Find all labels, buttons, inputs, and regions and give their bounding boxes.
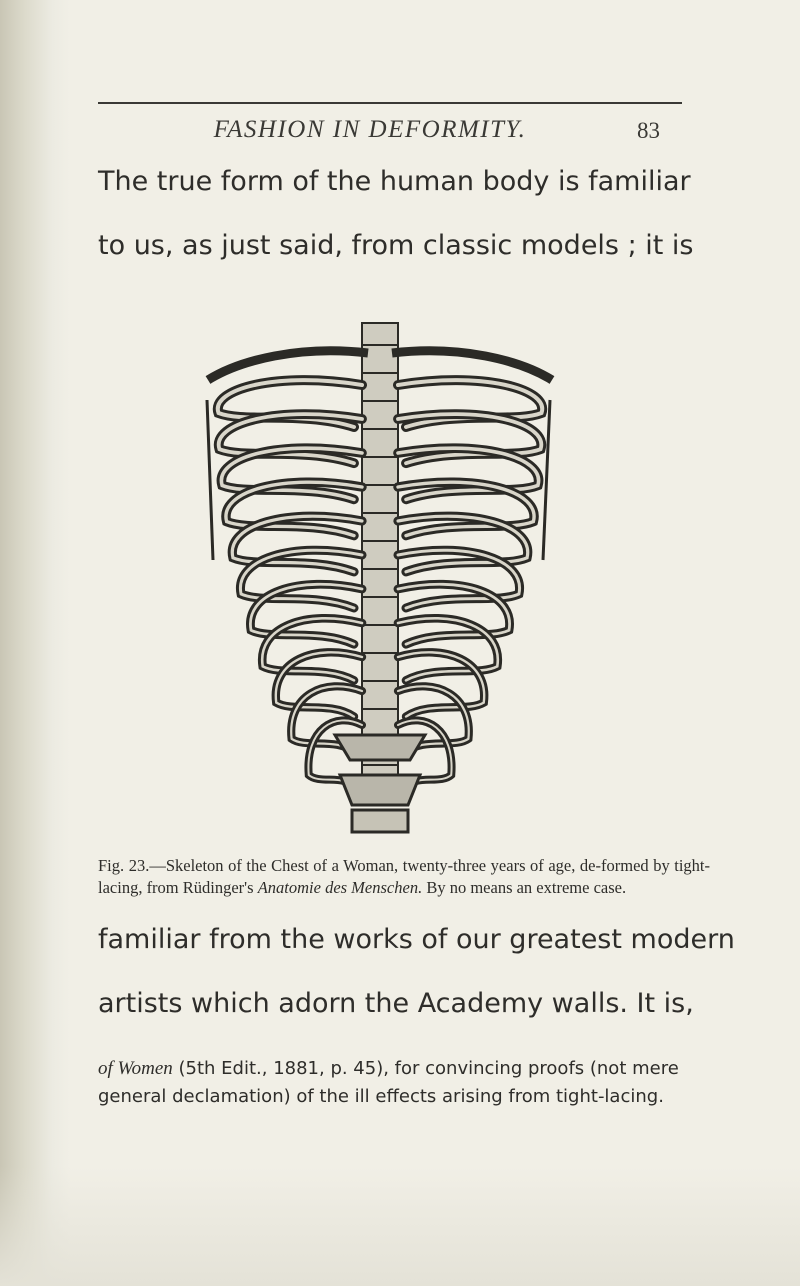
header-rule: [98, 102, 682, 104]
body-line-1: The true form of the human body is familiar: [98, 166, 691, 197]
footnote-line-2: [98, 1084, 710, 1110]
lower-vertebra: [335, 735, 425, 760]
ribcage-illustration: [195, 305, 570, 840]
running-head: [120, 116, 660, 150]
caption-lead: Fig. 23.—Skeleton of the Chest of a Woman, twenty-three years of age, de-formed by tight-lacing, from Rüdinger's: [98, 856, 710, 897]
caption-tail: By no means an extreme case.: [422, 878, 627, 897]
page-number: 83: [637, 118, 660, 143]
footnote-text-1: (5th Edit., 1881, p. 45), for convincing proofs (not mere: [172, 1058, 679, 1079]
spine: [362, 323, 398, 803]
base-vertebra: [352, 810, 408, 832]
footnote-text-2: general declamation) of the ill effects arising from tight-lacing.: [98, 1086, 664, 1107]
footnote-line-1: [98, 1056, 710, 1082]
body-line-3: familiar from the works of our greatest modern: [98, 924, 735, 955]
ribcage-drawing: [195, 305, 570, 840]
right-outline: [543, 400, 550, 560]
body-line-4: artists which adorn the Academy walls. It is,: [98, 988, 694, 1019]
figure-caption: [98, 855, 710, 899]
running-title: FASHION IN DEFORMITY.: [213, 116, 527, 143]
left-outline: [207, 400, 213, 560]
lumbar-vertebra: [340, 775, 420, 805]
caption-book-title: Anatomie des Menschen.: [257, 878, 423, 897]
page-edge-shadow: [0, 0, 70, 1286]
body-line-2: to us, as just said, from classic models ; it is: [98, 230, 694, 261]
footnote-italic: of Women: [98, 1058, 173, 1079]
page-bottom-shade: [0, 1166, 800, 1286]
